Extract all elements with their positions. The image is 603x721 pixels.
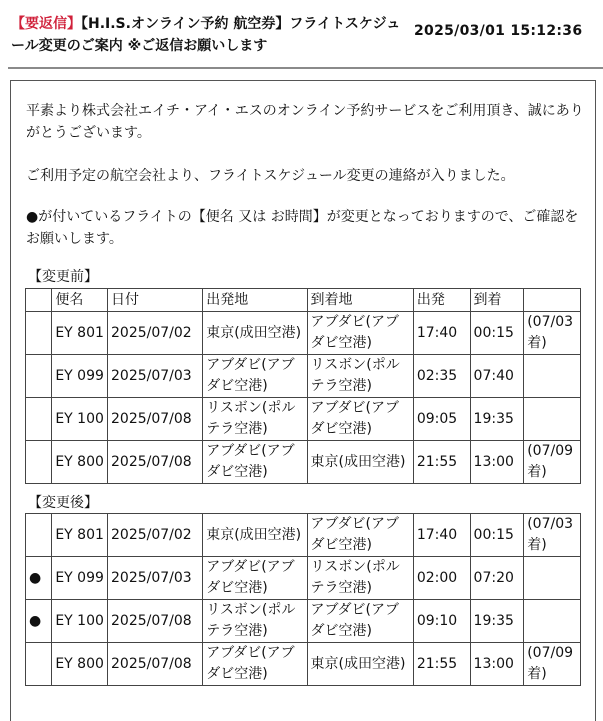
arrival-time: 00:15 xyxy=(470,514,524,557)
table-row xyxy=(26,312,581,355)
table-row xyxy=(26,643,581,686)
flight-number: EY 800 xyxy=(52,643,108,686)
header-divider xyxy=(8,67,603,69)
flight-date: 2025/07/08 xyxy=(108,643,203,686)
arrival-place: リスボン(ポルテラ空港) xyxy=(307,557,413,600)
arrival-note xyxy=(524,355,581,398)
change-mark: ● xyxy=(26,600,52,643)
arrival-time: 19:35 xyxy=(470,600,524,643)
departure-time: 02:35 xyxy=(413,355,470,398)
flight-number: EY 100 xyxy=(52,600,108,643)
flight-date: 2025/07/03 xyxy=(108,557,203,600)
email-header xyxy=(0,0,603,66)
departure-time: 17:40 xyxy=(413,312,470,355)
flight-number: EY 800 xyxy=(52,441,108,484)
notice-paragraph: ご利用予定の航空会社より、フライトスケジュール変更の連絡が入りました。 xyxy=(26,168,515,184)
table-row xyxy=(26,355,581,398)
table-row xyxy=(26,600,581,643)
arrival-note: (07/03着) xyxy=(524,312,581,355)
flight-date: 2025/07/02 xyxy=(108,514,203,557)
departure-place: リスボン(ポルテラ空港) xyxy=(203,398,307,441)
arrival-time: 13:00 xyxy=(470,441,524,484)
departure-place: リスボン(ポルテラ空港) xyxy=(203,600,307,643)
departure-place: アブダビ(アブダビ空港) xyxy=(203,355,307,398)
header-to: 到着地 xyxy=(307,289,413,312)
arrival-place: アブダビ(アブダビ空港) xyxy=(307,312,413,355)
departure-place: アブダビ(アブダビ空港) xyxy=(203,557,307,600)
flight-date: 2025/07/08 xyxy=(108,441,203,484)
arrival-note xyxy=(524,557,581,600)
flight-number: EY 099 xyxy=(52,355,108,398)
arrival-note: (07/09着) xyxy=(524,643,581,686)
departure-place: 東京(成田空港) xyxy=(203,312,307,355)
arrival-place: アブダビ(アブダビ空港) xyxy=(307,514,413,557)
arrival-note: (07/09着) xyxy=(524,441,581,484)
instruction-paragraph: ●が付いているフライトの【便名 又は お時間】が変更となっておりますので、ご確認をお願いします。 xyxy=(26,209,579,247)
arrival-place: アブダビ(アブダビ空港) xyxy=(307,600,413,643)
flight-date: 2025/07/08 xyxy=(108,600,203,643)
flight-number: EY 801 xyxy=(52,514,108,557)
departure-time: 17:40 xyxy=(413,514,470,557)
header-mark xyxy=(26,289,52,312)
flight-date: 2025/07/02 xyxy=(108,312,203,355)
change-mark xyxy=(26,514,52,557)
arrival-time: 07:40 xyxy=(470,355,524,398)
greeting-paragraph: 平素より株式会社エイチ・アイ・エスのオンライン予約サービスをご利用頂き、誠にありがとうございます。 xyxy=(26,103,584,141)
flight-date: 2025/07/08 xyxy=(108,398,203,441)
change-mark xyxy=(26,355,52,398)
arrival-place: アブダビ(アブダビ空港) xyxy=(307,398,413,441)
before-change-label: 【変更前】 xyxy=(28,269,98,285)
departure-time: 09:05 xyxy=(413,398,470,441)
email-subject xyxy=(11,13,411,57)
departure-time: 21:55 xyxy=(413,643,470,686)
flight-number: EY 099 xyxy=(52,557,108,600)
change-mark xyxy=(26,441,52,484)
header-note xyxy=(524,289,581,312)
departure-time: 09:10 xyxy=(413,600,470,643)
table-row xyxy=(26,514,581,557)
flight-number: EY 100 xyxy=(52,398,108,441)
arrival-note xyxy=(524,398,581,441)
header-dep: 出発 xyxy=(413,289,470,312)
header-arr: 到着 xyxy=(470,289,524,312)
change-mark xyxy=(26,398,52,441)
departure-place: 東京(成田空港) xyxy=(203,514,307,557)
change-mark: ● xyxy=(26,557,52,600)
after-change-table xyxy=(25,513,581,686)
arrival-time: 07:20 xyxy=(470,557,524,600)
table-row xyxy=(26,557,581,600)
arrival-time: 00:15 xyxy=(470,312,524,355)
arrival-time: 19:35 xyxy=(470,398,524,441)
table-header-row xyxy=(26,289,581,312)
arrival-place: 東京(成田空港) xyxy=(307,441,413,484)
arrival-place: リスボン(ポルテラ空港) xyxy=(307,355,413,398)
departure-time: 02:00 xyxy=(413,557,470,600)
header-from: 出発地 xyxy=(203,289,307,312)
table-row xyxy=(26,441,581,484)
subject-text: 【H.I.S.オンライン予約 航空券】フライトスケジュール変更のご案内 ※ご返信お願いします xyxy=(11,16,401,54)
flight-date: 2025/07/03 xyxy=(108,355,203,398)
header-date: 日付 xyxy=(108,289,203,312)
departure-place: アブダビ(アブダビ空港) xyxy=(203,643,307,686)
departure-place: アブダビ(アブダビ空港) xyxy=(203,441,307,484)
change-mark xyxy=(26,643,52,686)
after-change-label: 【変更後】 xyxy=(28,495,98,511)
table-row xyxy=(26,398,581,441)
departure-time: 21:55 xyxy=(413,441,470,484)
arrival-place: 東京(成田空港) xyxy=(307,643,413,686)
arrival-note: (07/03着) xyxy=(524,514,581,557)
email-body xyxy=(26,100,586,247)
header-flight: 便名 xyxy=(52,289,108,312)
change-mark xyxy=(26,312,52,355)
before-change-table xyxy=(25,288,581,484)
flight-number: EY 801 xyxy=(52,312,108,355)
received-datetime: 2025/03/01 15:12:36 xyxy=(414,23,583,39)
arrival-time: 13:00 xyxy=(470,643,524,686)
arrival-note xyxy=(524,600,581,643)
reply-required-tag: 【要返信】 xyxy=(11,16,81,32)
